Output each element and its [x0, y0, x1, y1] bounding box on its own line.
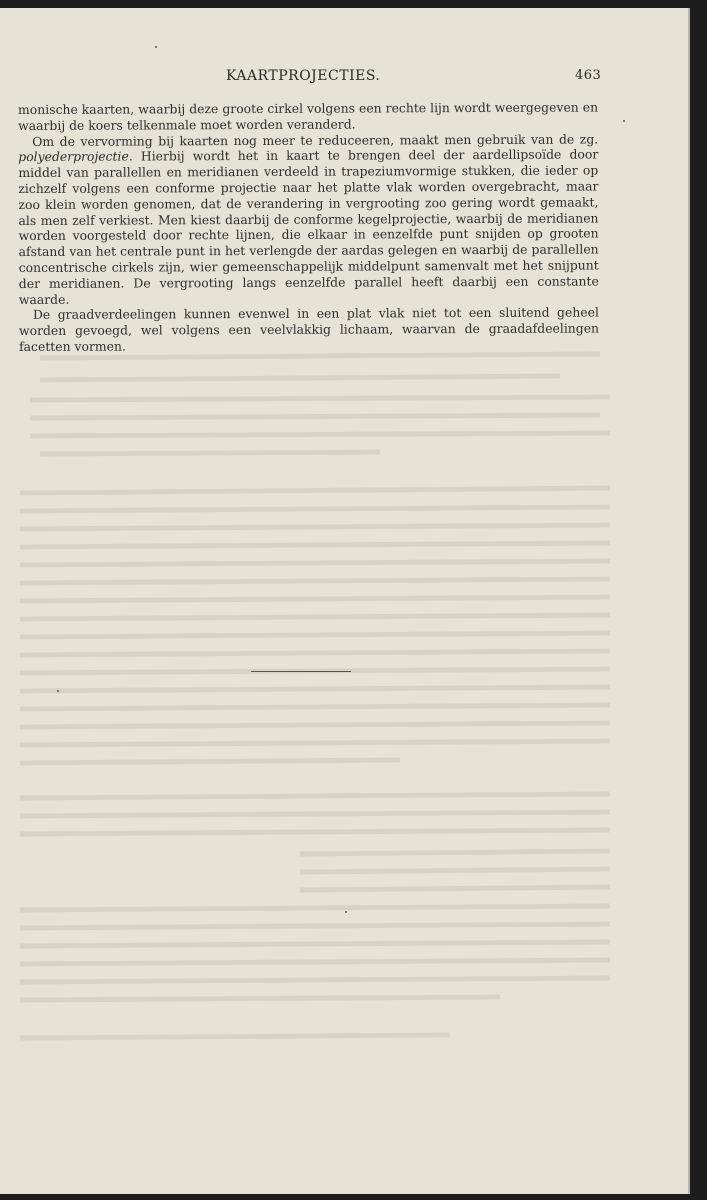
dust-speck: [57, 690, 59, 692]
paragraph-text-start: Om de vervorming bij kaarten nog meer te reduceeren, maakt men gebruik van de zg.: [32, 131, 599, 149]
running-head: [0, 68, 690, 90]
paragraph-polyederprojectie: [18, 131, 599, 307]
dust-speck: [155, 46, 157, 48]
paragraph-continuation: monische kaarten, waarbij deze groote cirkel volgens een rechte lijn wordt weergegeven en waarbij de koers telkenmale moet worden veranderd.: [18, 99, 599, 133]
paragraph-graadverdeelingen: De graadverdeelingen kunnen evenwel in een plat vlak niet tot een sluitend geheel worden gevoegd, wel volgens een veelvlakkig lichaam, waarvan de graadafdeelingen facetten vormen.: [18, 304, 600, 354]
dust-speck: [623, 120, 625, 122]
end-rule: [251, 671, 351, 672]
paragraph-text-end: . Hierbij wordt het in kaart te brengen deel der aardellipsoïde door middel van parallellen en meridianen verdeeld in trapeziumvormige stukken, die ieder op zichzelf volgens een conforme projectie naar het platte vlak worden overgebracht, maar zoo klein worden genomen, dat de verandering in vergrooting zoo gering wordt gemaakt, als men zelf verkiest. Men kiest daarbij de conforme kegelprojectie, waarbij de meridianen worden voorgesteld door rechte lijnen, die elkaar in eenzelfde punt snijden op grooten afstand van het centrale punt in het verlengde der aardas gelegen en waarbij de parallellen concentrische cirkels zijn, wier gemeenschappelijk middelpunt samenvalt met het snijpunt der meridianen. De vergrooting langs eenzelfde parallel heeft daarbij een constante waarde.: [18, 146, 599, 307]
dust-speck: [345, 911, 347, 913]
page-number: 463: [575, 68, 602, 83]
body-text: [18, 99, 599, 354]
book-page: [0, 8, 690, 1194]
chapter-title: KAARTPROJECTIES.: [226, 68, 381, 84]
italic-term: polyederprojectie: [18, 148, 129, 165]
